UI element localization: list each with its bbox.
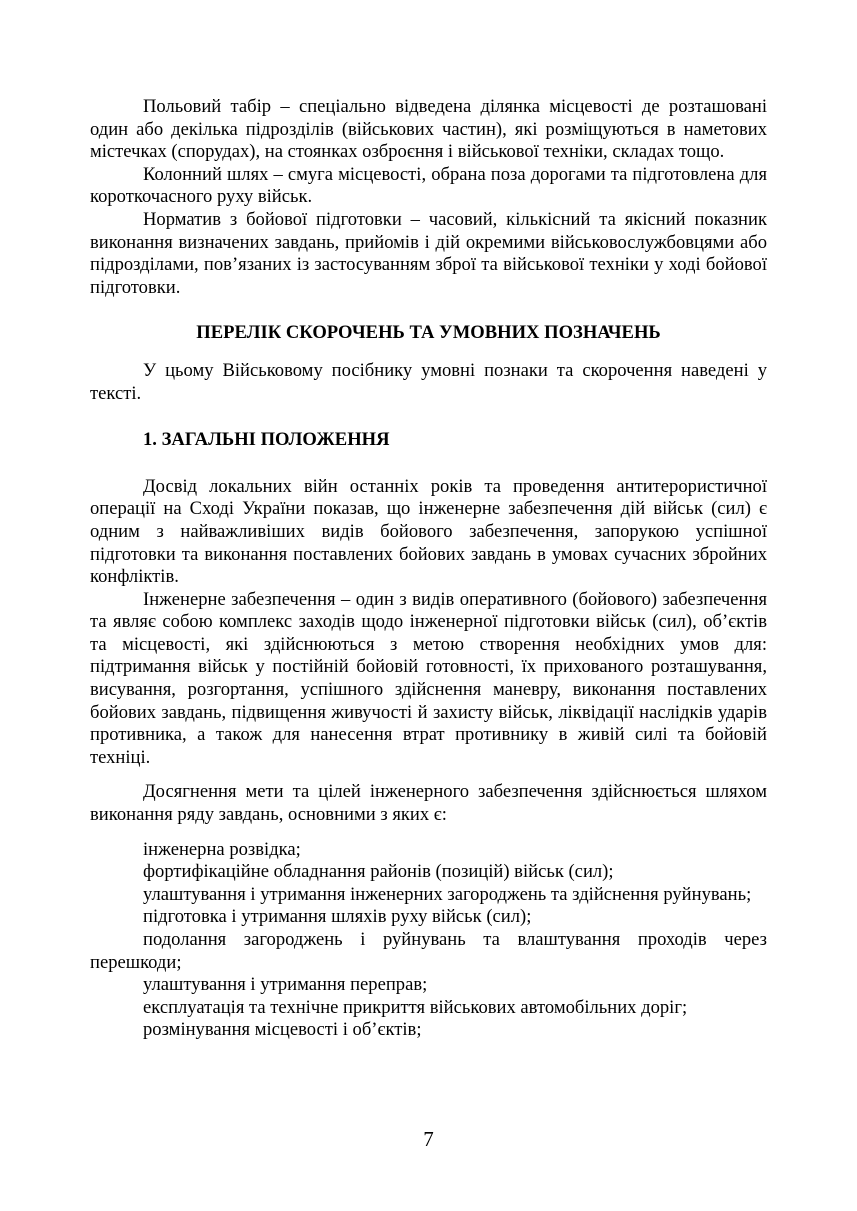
definition-column-route: Колонний шлях – смуга місцевості, обрана поза дорогами та підготовлена для короткочасного руху військ. — [90, 163, 767, 208]
definition-field-camp: Польовий табір – спеціально відведена ділянка місцевості де розташовані один або декілька підрозділів (військових частин), які розміщуються в наметових містечках (спорудах), на стоянках озброєння і військової техніки, складах тощо. — [90, 96, 767, 163]
task-item: улаштування і утримання інженерних загороджень та здійснення руйнувань; — [143, 883, 752, 905]
task-item: улаштування і утримання переправ; — [143, 974, 428, 996]
section-1-paragraph-goals: Досягнення мети та цілей інженерного забезпечення здійснюється шляхом виконання ряду завдань, основними з яких є: — [90, 781, 767, 826]
abbreviations-text: У цьому Військовому посібнику умовні познаки та скорочення наведені у тексті. — [90, 359, 767, 404]
task-item: експлуатація та технічне прикриття військових автомобільних доріг; — [143, 996, 688, 1018]
section-1-paragraph-definition: Інженерне забезпечення – один з видів оперативного (бойового) забезпечення та являє собою комплекс заходів щодо інженерної підготовки військ (сил), об’єктів та місцевості, які здійснюються з метою створення необхідних умов для: підтримання військ у постійній бойовій готовності, їх прихованого розташування, висування, розгортання, успішного здійснення маневру, виконання поставлених бойових завдань, підвищення живучості й захисту військ, ліквідації наслідків ударів противника, а також для нанесення втрат противнику в живій силі та бойовій техніці. — [90, 588, 767, 768]
task-item: розмінування місцевості і об’єктів; — [143, 1019, 422, 1041]
section-1-paragraph-experience: Досвід локальних війн останніх років та проведення антитерористичної операції на Сході України показав, що інженерне забезпечення дій військ (сил) є одним з найважливіших видів бойового забезпечення, запорукою успішної підготовки та виконання поставлених бойових завдань в умовах сучасних збройних конфліктів. — [90, 475, 767, 588]
definition-training-standard: Норматив з бойової підготовки – часовий, кількісний та якісний показник виконання визначених завдань, прийомів і дій окремими військовослужбовцями або підрозділами, пов’язаних із застосуванням зброї та військової техніки у ході бойової підготовки. — [90, 208, 767, 298]
task-item: інженерна розвідка; — [143, 838, 301, 860]
section-1-heading: 1. ЗАГАЛЬНІ ПОЛОЖЕННЯ — [143, 429, 390, 451]
abbreviations-heading: ПЕРЕЛІК СКОРОЧЕНЬ ТА УМОВНИХ ПОЗНАЧЕНЬ — [196, 322, 661, 344]
page-content — [90, 96, 767, 1042]
task-item: фортифікаційне обладнання районів (позицій) військ (сил); — [143, 861, 614, 883]
tasks-list — [90, 839, 767, 1042]
task-item: подолання загороджень і руйнувань та влаштування проходів через перешкоди; — [90, 929, 767, 973]
page-number: 7 — [423, 1127, 434, 1151]
task-item: підготовка і утримання шляхів руху військ (сил); — [143, 906, 532, 928]
